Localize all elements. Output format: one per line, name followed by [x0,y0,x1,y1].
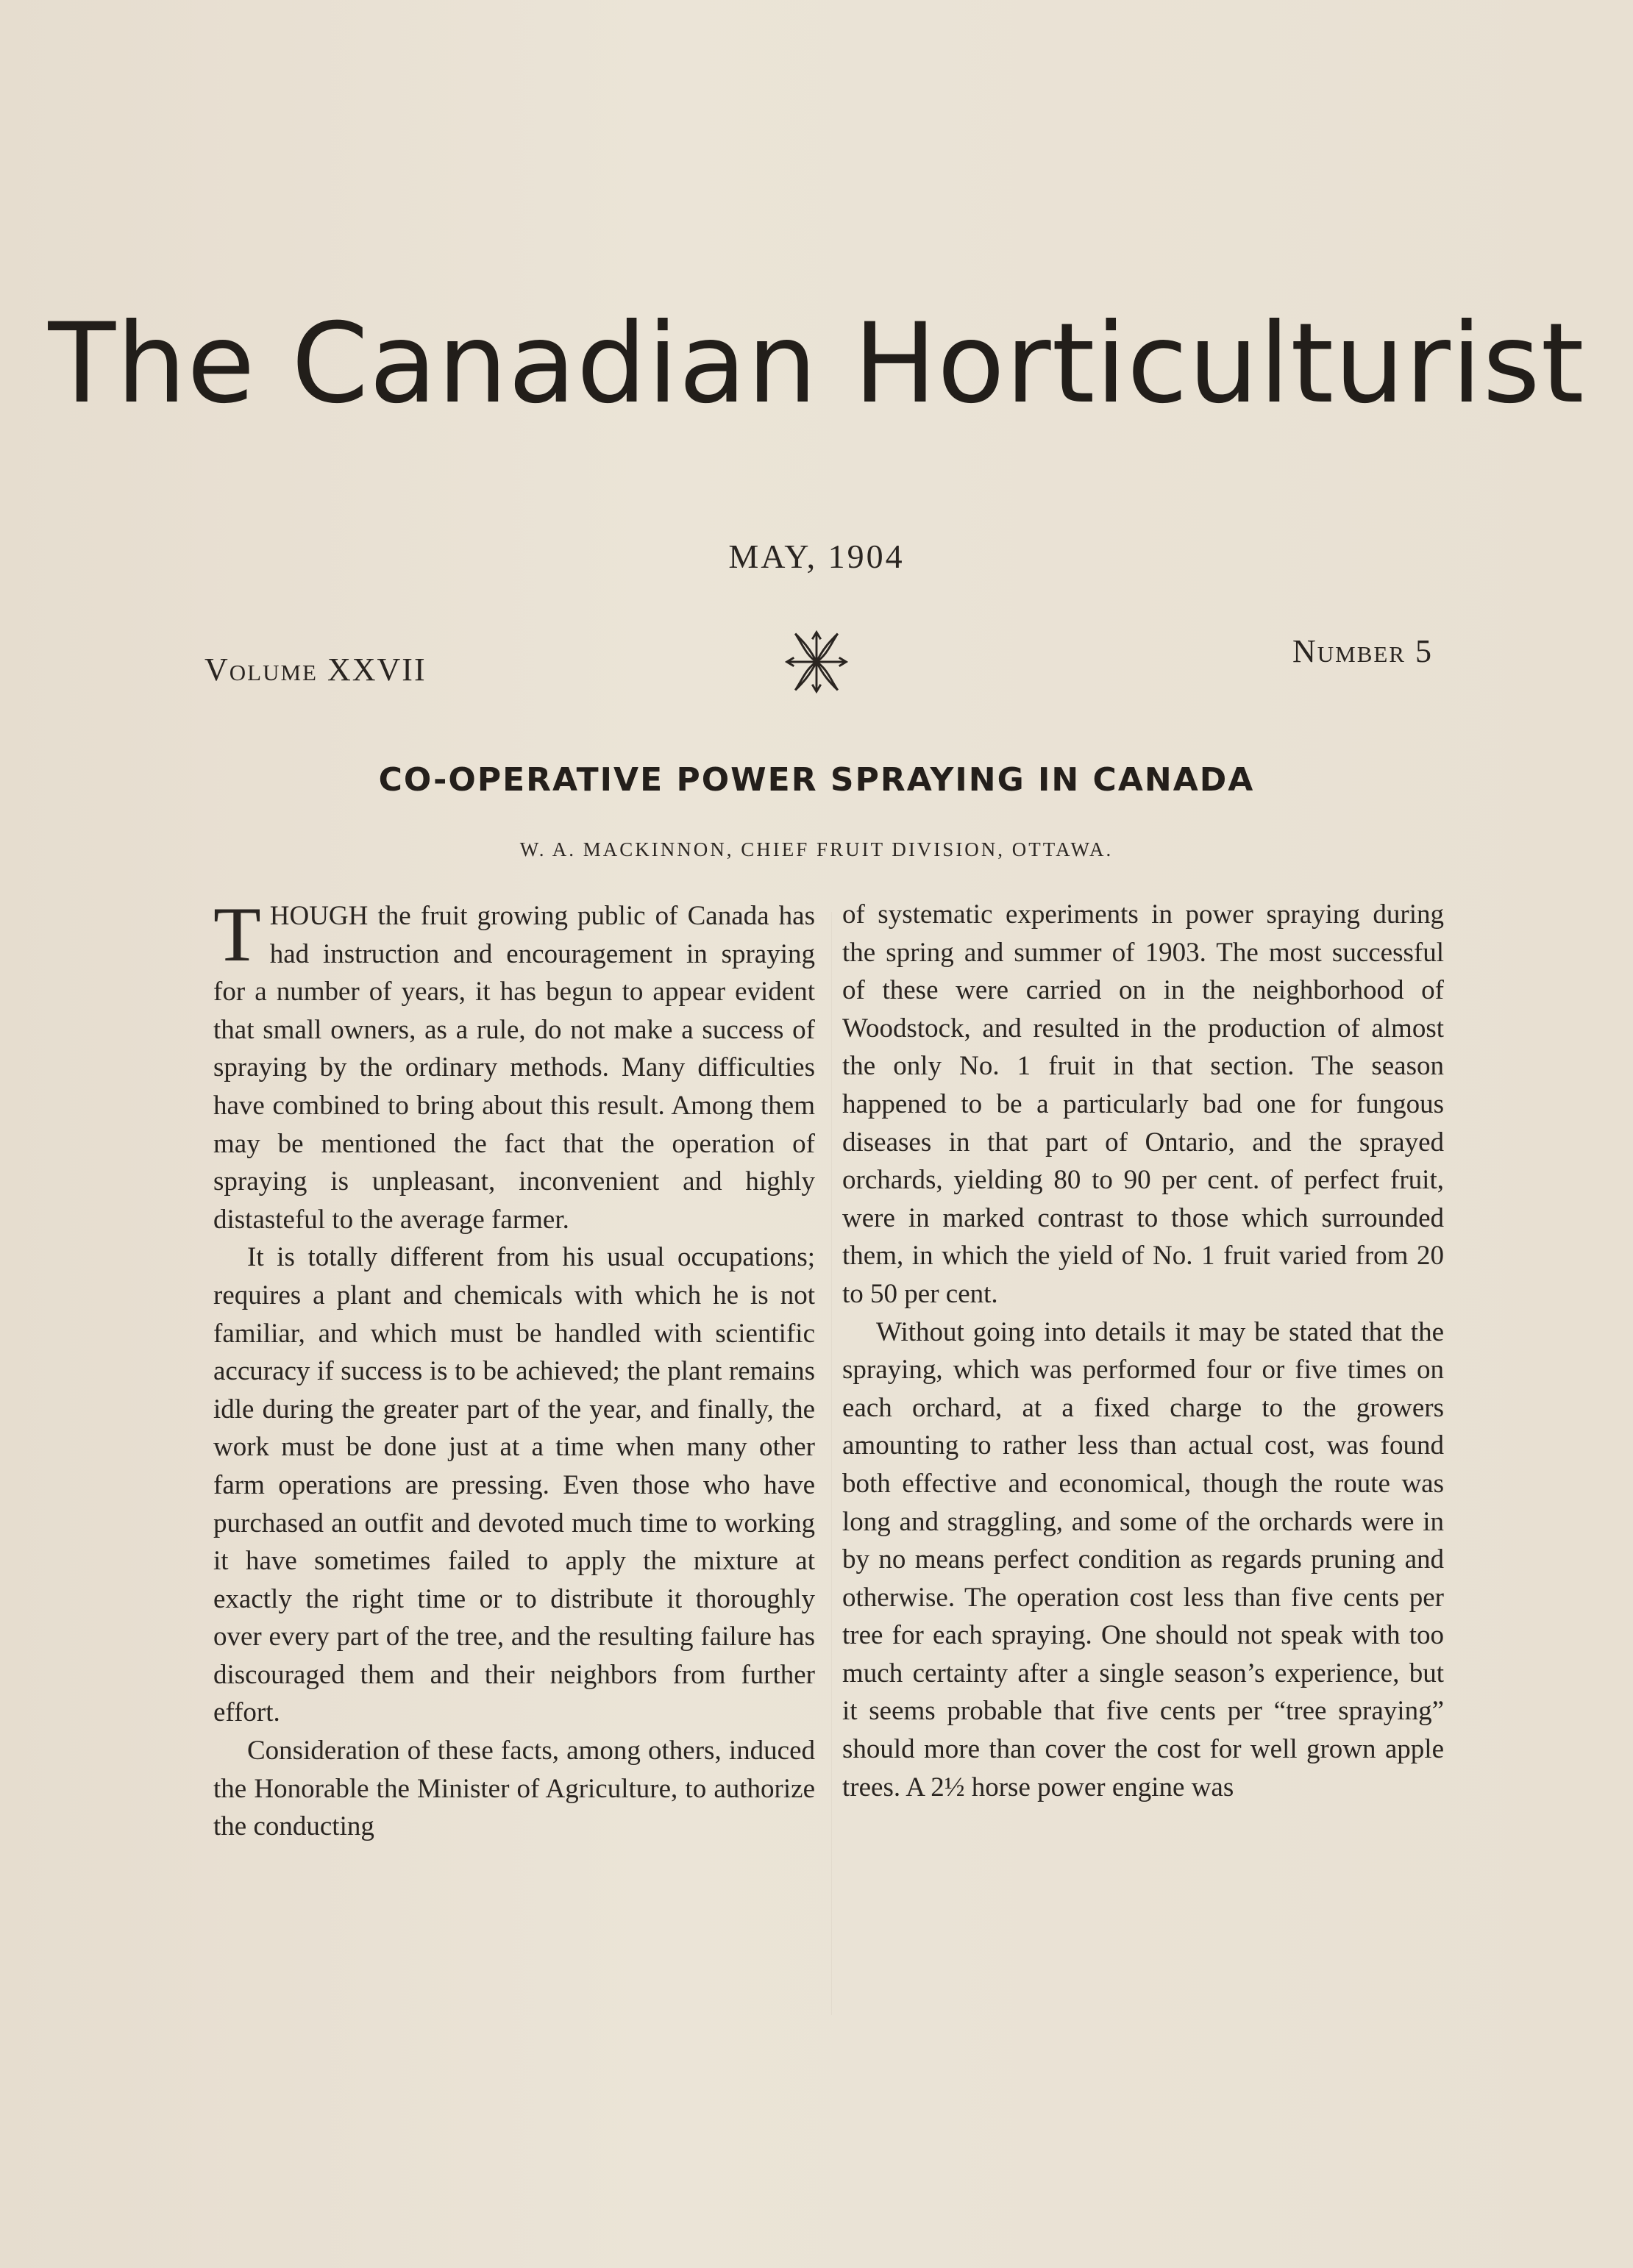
column-gutter [831,912,832,2015]
issue-date: MAY, 1904 [728,538,905,575]
number-label: Number 5 [1292,633,1433,669]
right-column [842,896,1444,1806]
article-byline: W. A. MACKINNON, CHIEF FRUIT DIVISION, OTTAWA. [519,838,1114,860]
paragraph [213,891,815,1238]
paragraph-text: HOUGH the fruit growing public of Canada has had instruction and encouragement in spraying for a number of years, it has begun to appear evident that small owners, as a rule, do not make a success of spraying by the ordinary methods. Many difficulties have combined to bring about this result. Among them may be mentioned the fact that the operation of spraying is unpleasant, inconvenient and highly distasteful to the average farmer. [213,901,815,1235]
volume-label: Volume XXVII [204,652,427,688]
paragraph: Consideration of these facts, among others, induced the Honorable the Minister of Agriculture, to authorize the conducting [213,1736,815,1842]
paragraph: Without going into details it may be stated that the spraying, which was performed four or five times on each orchard, at a fixed charge to the growers amounting to rather less than actual cost, was found both effective and economical, though the route was long and straggling, and some of the orchards were in by no means perfect condition as regards pruning and otherwise. The operation cost less than five cents per tree for each spraying. One should not speak with too much certainty after a single season’s experience, but it seems probable that five cents per “tree spraying” should more than cover the cost for well grown apple trees. A 2½ horse power engine was [842,1316,1444,1802]
left-column [213,891,815,1846]
paragraph: It is totally different from his usual occupations; requires a plant and chemicals with which he is not familiar, and which must be handled with scientific accuracy if success is to be achieved; the plant remains idle during the greater part of the year, and finally, the work must be done just at a time when many other farm operations are pressing. Even those who have purchased an outfit and devoted much time to working it have sometimes failed to apply the mixture at exactly the right time or to distribute it thoroughly over every part of the tree, and the resulting failure has discouraged them and their neighbors from further effort. [213,1242,815,1728]
paragraph: of systematic experiments in power spraying during the spring and summer of 1903. The most successful of these were carried on in the neighborhood of Woodstock, and resulted in the production of almost the only No. 1 fruit in that section. The season happened to be a particularly bad one for fungous diseases in that part of Ontario, and the sprayed orchards, yielding 80 to 90 per cent. of perfect fruit, were in marked contrast to those which surrounded them, in which the yield of No. 1 fruit varied from 20 to 50 per cent. [842,899,1444,1309]
masthead-title: The Canadian Horticulturist [48,300,1585,428]
drop-cap: T [213,891,261,977]
fleuron-icon [781,627,852,697]
article-headline: CO-OPERATIVE POWER SPRAYING IN CANADA [378,761,1255,799]
